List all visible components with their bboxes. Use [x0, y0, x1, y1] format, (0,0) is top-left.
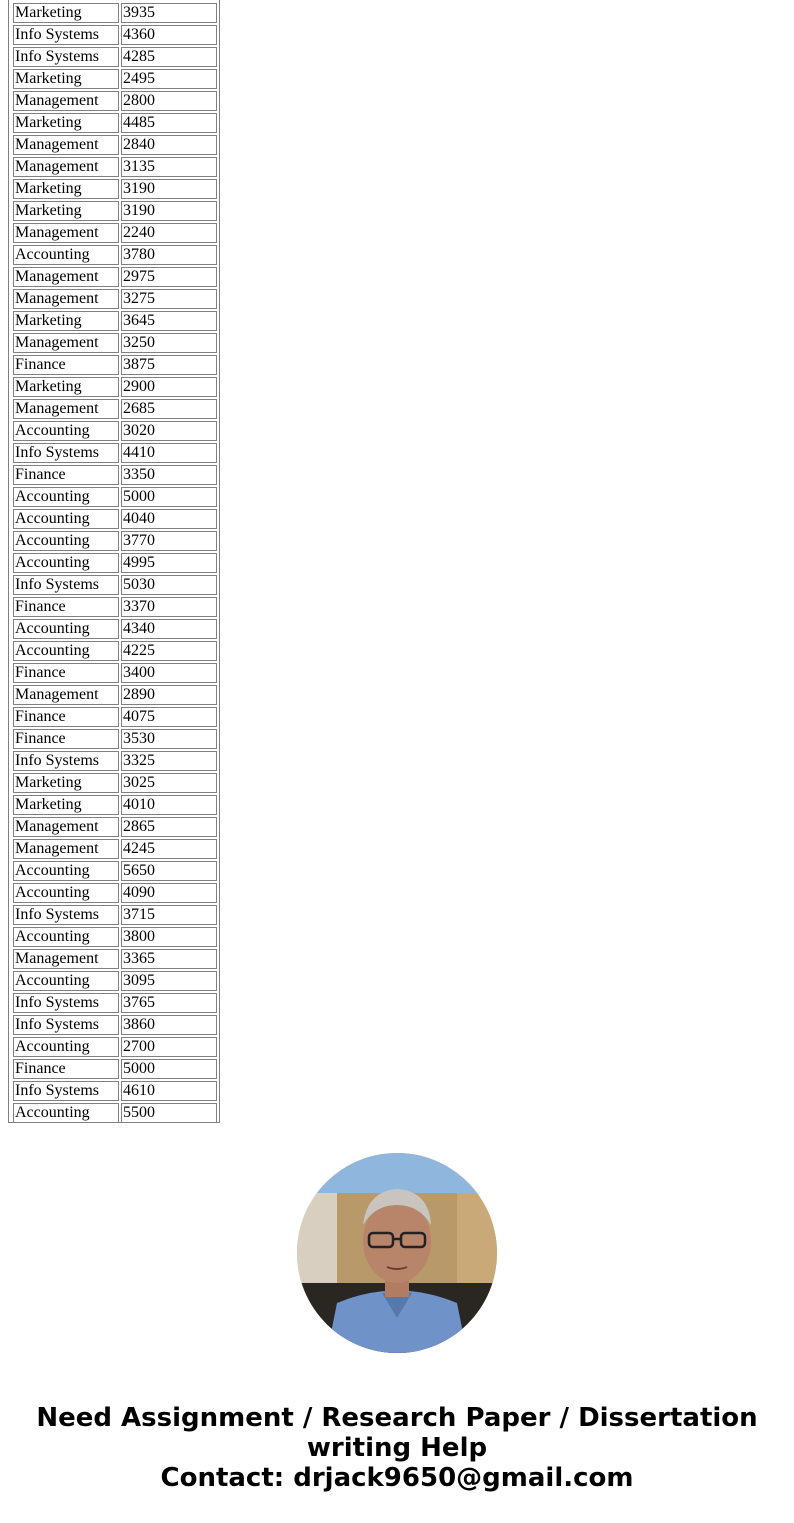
- department-cell: Management: [13, 333, 119, 353]
- footer-line-2: writing Help: [306, 1433, 488, 1463]
- data-table: [11, 1, 219, 1125]
- value-cell: 3770: [121, 531, 217, 551]
- table-row: [13, 91, 217, 111]
- footer-contact: [0, 1403, 794, 1493]
- department-cell: Accounting: [13, 883, 119, 903]
- value-cell: 3135: [121, 157, 217, 177]
- value-cell: 2700: [121, 1037, 217, 1057]
- value-cell: 4285: [121, 47, 217, 67]
- table-row: [13, 245, 217, 265]
- department-cell: Info Systems: [13, 1015, 119, 1035]
- value-cell: 3765: [121, 993, 217, 1013]
- value-cell: 5000: [121, 487, 217, 507]
- table-row: [13, 971, 217, 991]
- department-cell: Accounting: [13, 421, 119, 441]
- value-cell: 4090: [121, 883, 217, 903]
- data-table-container: [8, 0, 220, 1123]
- value-cell: 3715: [121, 905, 217, 925]
- department-cell: Accounting: [13, 531, 119, 551]
- table-row: [13, 905, 217, 925]
- table-row: [13, 311, 217, 331]
- table-row: [13, 25, 217, 45]
- department-cell: Management: [13, 289, 119, 309]
- author-avatar: [297, 1153, 497, 1353]
- department-cell: Marketing: [13, 311, 119, 331]
- department-cell: Management: [13, 685, 119, 705]
- department-cell: Management: [13, 839, 119, 859]
- department-cell: Finance: [13, 355, 119, 375]
- footer-line-1: Need Assignment / Research Paper / Dissertation: [36, 1403, 758, 1433]
- department-cell: Finance: [13, 707, 119, 727]
- department-cell: Accounting: [13, 1037, 119, 1057]
- department-cell: Info Systems: [13, 443, 119, 463]
- value-cell: 3860: [121, 1015, 217, 1035]
- table-row: [13, 993, 217, 1013]
- value-cell: 4340: [121, 619, 217, 639]
- value-cell: 4485: [121, 113, 217, 133]
- value-cell: 4360: [121, 25, 217, 45]
- value-cell: 3530: [121, 729, 217, 749]
- department-cell: Management: [13, 157, 119, 177]
- department-cell: Finance: [13, 729, 119, 749]
- department-cell: Management: [13, 817, 119, 837]
- value-cell: 2240: [121, 223, 217, 243]
- table-row: [13, 707, 217, 727]
- footer-contact-email: Contact: drjack9650@gmail.com: [160, 1463, 634, 1493]
- value-cell: 3190: [121, 201, 217, 221]
- value-cell: 3350: [121, 465, 217, 485]
- table-row: [13, 597, 217, 617]
- table-row: [13, 113, 217, 133]
- table-row: [13, 685, 217, 705]
- table-row: [13, 47, 217, 67]
- table-row: [13, 817, 217, 837]
- value-cell: 4995: [121, 553, 217, 573]
- table-row: [13, 751, 217, 771]
- table-row: [13, 179, 217, 199]
- department-cell: Accounting: [13, 927, 119, 947]
- table-row: [13, 553, 217, 573]
- department-cell: Info Systems: [13, 47, 119, 67]
- department-cell: Info Systems: [13, 25, 119, 45]
- table-row: [13, 1015, 217, 1035]
- department-cell: Management: [13, 949, 119, 969]
- table-row: [13, 1081, 217, 1101]
- department-cell: Management: [13, 399, 119, 419]
- department-cell: Info Systems: [13, 1081, 119, 1101]
- table-row: [13, 927, 217, 947]
- table-row: [13, 443, 217, 463]
- table-row: [13, 861, 217, 881]
- table-row: [13, 201, 217, 221]
- table-row: [13, 531, 217, 551]
- table-row: [13, 1037, 217, 1057]
- value-cell: 3800: [121, 927, 217, 947]
- table-row: [13, 223, 217, 243]
- department-cell: Finance: [13, 465, 119, 485]
- department-cell: Management: [13, 91, 119, 111]
- table-row: [13, 575, 217, 595]
- value-cell: 3190: [121, 179, 217, 199]
- department-cell: Marketing: [13, 113, 119, 133]
- value-cell: 3250: [121, 333, 217, 353]
- value-cell: 2890: [121, 685, 217, 705]
- department-cell: Accounting: [13, 245, 119, 265]
- table-row: [13, 421, 217, 441]
- table-row: [13, 1103, 217, 1123]
- table-row: [13, 1059, 217, 1079]
- person-portrait-icon: [297, 1153, 497, 1353]
- table-body: [13, 3, 217, 1123]
- department-cell: Accounting: [13, 509, 119, 529]
- value-cell: 3780: [121, 245, 217, 265]
- department-cell: Accounting: [13, 553, 119, 573]
- value-cell: 4010: [121, 795, 217, 815]
- department-cell: Accounting: [13, 619, 119, 639]
- department-cell: Management: [13, 267, 119, 287]
- table-row: [13, 69, 217, 89]
- table-row: [13, 135, 217, 155]
- department-cell: Info Systems: [13, 575, 119, 595]
- department-cell: Marketing: [13, 3, 119, 23]
- department-cell: Finance: [13, 663, 119, 683]
- table-row: [13, 355, 217, 375]
- table-row: [13, 773, 217, 793]
- value-cell: 5500: [121, 1103, 217, 1123]
- value-cell: 3275: [121, 289, 217, 309]
- value-cell: 3325: [121, 751, 217, 771]
- department-cell: Info Systems: [13, 751, 119, 771]
- value-cell: 3020: [121, 421, 217, 441]
- value-cell: 3400: [121, 663, 217, 683]
- table-row: [13, 333, 217, 353]
- table-row: [13, 663, 217, 683]
- department-cell: Accounting: [13, 641, 119, 661]
- value-cell: 3875: [121, 355, 217, 375]
- department-cell: Marketing: [13, 377, 119, 397]
- value-cell: 3095: [121, 971, 217, 991]
- department-cell: Marketing: [13, 795, 119, 815]
- value-cell: 4245: [121, 839, 217, 859]
- value-cell: 4410: [121, 443, 217, 463]
- department-cell: Finance: [13, 1059, 119, 1079]
- value-cell: 2800: [121, 91, 217, 111]
- value-cell: 3365: [121, 949, 217, 969]
- value-cell: 2865: [121, 817, 217, 837]
- table-row: [13, 157, 217, 177]
- department-cell: Accounting: [13, 1103, 119, 1123]
- value-cell: 3370: [121, 597, 217, 617]
- table-row: [13, 465, 217, 485]
- table-row: [13, 3, 217, 23]
- department-cell: Marketing: [13, 201, 119, 221]
- table-row: [13, 487, 217, 507]
- value-cell: 4225: [121, 641, 217, 661]
- value-cell: 5000: [121, 1059, 217, 1079]
- value-cell: 2685: [121, 399, 217, 419]
- department-cell: Info Systems: [13, 993, 119, 1013]
- value-cell: 2900: [121, 377, 217, 397]
- value-cell: 2840: [121, 135, 217, 155]
- table-row: [13, 839, 217, 859]
- table-row: [13, 377, 217, 397]
- value-cell: 2495: [121, 69, 217, 89]
- value-cell: 5650: [121, 861, 217, 881]
- department-cell: Finance: [13, 597, 119, 617]
- value-cell: 3935: [121, 3, 217, 23]
- value-cell: 3645: [121, 311, 217, 331]
- department-cell: Accounting: [13, 861, 119, 881]
- table-row: [13, 641, 217, 661]
- table-row: [13, 619, 217, 639]
- department-cell: Accounting: [13, 971, 119, 991]
- value-cell: 2975: [121, 267, 217, 287]
- table-row: [13, 795, 217, 815]
- table-row: [13, 289, 217, 309]
- table-row: [13, 399, 217, 419]
- table-row: [13, 267, 217, 287]
- department-cell: Management: [13, 223, 119, 243]
- table-row: [13, 949, 217, 969]
- department-cell: Accounting: [13, 487, 119, 507]
- table-row: [13, 883, 217, 903]
- department-cell: Marketing: [13, 179, 119, 199]
- value-cell: 4610: [121, 1081, 217, 1101]
- department-cell: Marketing: [13, 69, 119, 89]
- department-cell: Marketing: [13, 773, 119, 793]
- value-cell: 5030: [121, 575, 217, 595]
- value-cell: 4075: [121, 707, 217, 727]
- department-cell: Info Systems: [13, 905, 119, 925]
- department-cell: Management: [13, 135, 119, 155]
- table-row: [13, 509, 217, 529]
- value-cell: 4040: [121, 509, 217, 529]
- value-cell: 3025: [121, 773, 217, 793]
- table-row: [13, 729, 217, 749]
